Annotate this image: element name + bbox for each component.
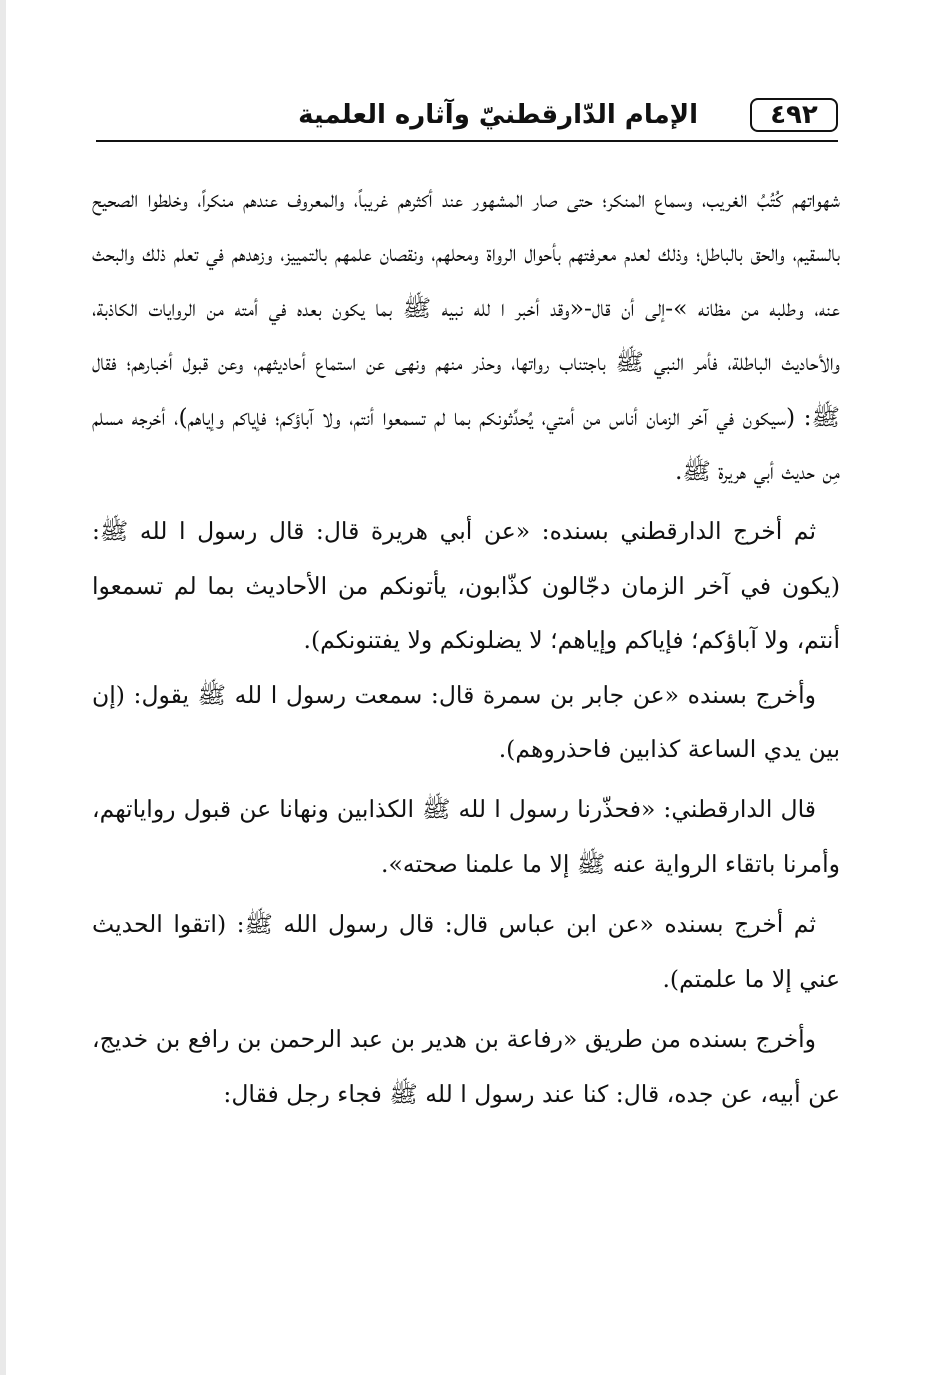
paragraph: ثم أخرج الدارقطني بسنده: «عن أبي هريرة قال: قال رسول ا لله ﷺ: (يكون في آخر الزمان دجّالون كذّابون، يأتونكم من الأحاديث بما لم تسمعوا أنتم، ولا آباؤكم؛ فإياكم وإياهم؛ لا يضلونكم ولا يفتنونكم).: [92, 517, 840, 655]
page-header: [96, 96, 838, 146]
paragraph: ثم أخرج بسنده «عن ابن عباس قال: قال رسول الله ﷺ: (اتقوا الحديث عني إلا ما علمتم).: [92, 910, 840, 993]
paragraph: وأخرج بسنده «عن جابر بن سمرة قال: سمعت رسول ا لله ﷺ يقول: (إن بين يدي الساعة كذابين فاحذروهم).: [92, 680, 840, 764]
paragraph: شهواتهم كُتُبُ الغريب، وسماع المنكر؛ حتى صار المشهور عند أكثرهم غريباً، والمعروف عندهم منكراً، وخلطوا الصحيح بالسقيم، والحق بالباطل؛ وذلك لعدم معرفتهم بأحوال الرواة ومحلهم، ونقصان علمهم بالتمييز، وزهدهم في تعلم ذلك والبحث عنه، وطلبه من مظانه »-إلى أن قال-«وقد أخبر ا لله نبيه ﷺ بما يكون بعده في أمته من الروايات الكاذبة، والأحاديث الباطلة، فأمر النبي ﷺ باجتناب رواتها، وحذر منهم ونهى عن استماع أحاديثهم، وعن قبول أخبارهم؛ فقال ﷺ: (سيكون في آخر الزمان أناس من أمتي، يُحدِّثونكم بما لم تسمعوا أنتم، ولا آباؤكم؛ فإياكم وإياهم)، أخرجه مسلم مِن حديث أبي هريرة ﷺ.: [92, 185, 840, 486]
page-number: ٤٩٢: [750, 98, 838, 132]
body-text: [92, 172, 840, 1121]
book-title: الإمام الدّارقطنيّ وآثاره العلمية: [298, 100, 698, 130]
paragraph: وأخرج بسنده من طريق «رفاعة بن هدير بن عبد الرحمن بن رافع بن خديج، عن أبيه، عن جده، قال: كنا عند رسول ا لله ﷺ فجاء رجل فقال:: [92, 1025, 840, 1108]
header-rule: [96, 140, 838, 142]
paragraph: قال الدارقطني: «فحذّرنا رسول ا لله ﷺ الكذابين ونهانا عن قبول رواياتهم، وأمرنا باتقاء الرواية عنه ﷺ إلا ما علمنا صحته».: [92, 795, 840, 878]
page-edge: [0, 0, 6, 1375]
